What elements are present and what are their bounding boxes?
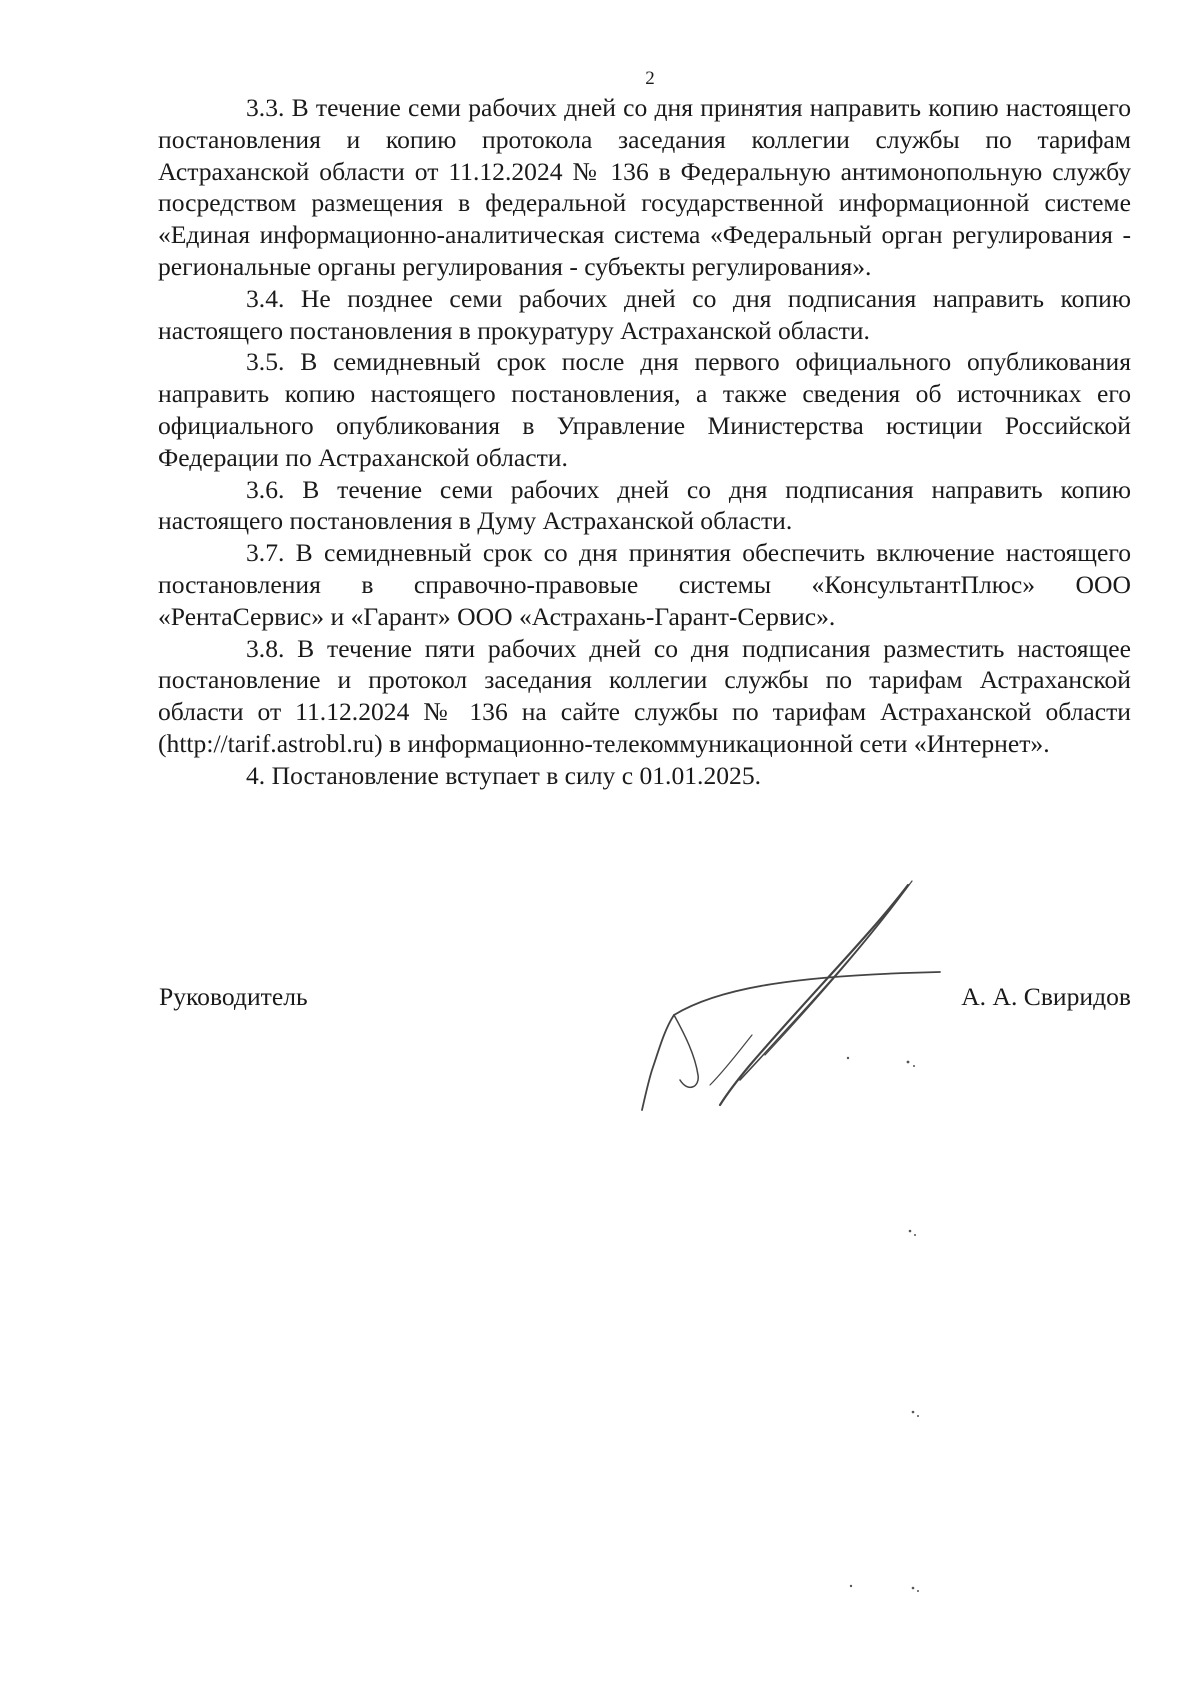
paragraph-3-3: 3.3. В течение семи рабочих дней со дня принятия направить копию настоящего постановления и копию протокола заседания коллегии службы по тарифам Астраханской области от 11.12.2024 № 136 в Федеральную антимонопольную службу посредством размещения в федеральной государственной информационной системе «Единая информационно-аналитическая система «Федеральный орган регулирования - региональные органы регулирования - субъекты регулирования». bbox=[158, 93, 1131, 281]
signer-name: А. А. Свиридов bbox=[961, 982, 1131, 1011]
handwritten-signature bbox=[640, 875, 950, 1175]
signer-position-title: Руководитель bbox=[159, 982, 308, 1011]
document-body bbox=[158, 92, 1131, 792]
paragraph-3-4: 3.4. Не позднее семи рабочих дней со дня подписания направить копию настоящего постановления в прокуратуру Астраханской области. bbox=[158, 283, 1131, 345]
paragraph-3-7: 3.7. В семидневный срок со дня принятия обеспечить включение настоящего постановления в справочно-правовые системы «КонсультантПлюс» ООО «РентаСервис» и «Гарант» ООО «Астрахань-Гарант-Сервис». bbox=[158, 538, 1131, 631]
paragraph-3-8: 3.8. В течение пяти рабочих дней со дня подписания разместить настоящее постановление и протокол заседания коллегии службы по тарифам Астраханской области от 11.12.2024 № 136 на сайте службы по тарифам Астраханской области (http://tarif.astrobl.ru) в информационно-телекоммуникационной сети «Интернет». bbox=[158, 633, 1131, 758]
paragraph-4: 4. Постановление вступает в силу с 01.01.2025. bbox=[246, 760, 762, 790]
page-number: 2 bbox=[645, 68, 655, 89]
paragraph-3-6: 3.6. В течение семи рабочих дней со дня подписания направить копию настоящего постановления в Думу Астраханской области. bbox=[158, 474, 1131, 536]
paragraph-3-5: 3.5. В семидневный срок после дня первого официального опубликования направить копию настоящего постановления, а также сведения об источниках его официального опубликования в Управление Министерства юстиции Российской Федерации по Астраханской области. bbox=[158, 347, 1131, 472]
